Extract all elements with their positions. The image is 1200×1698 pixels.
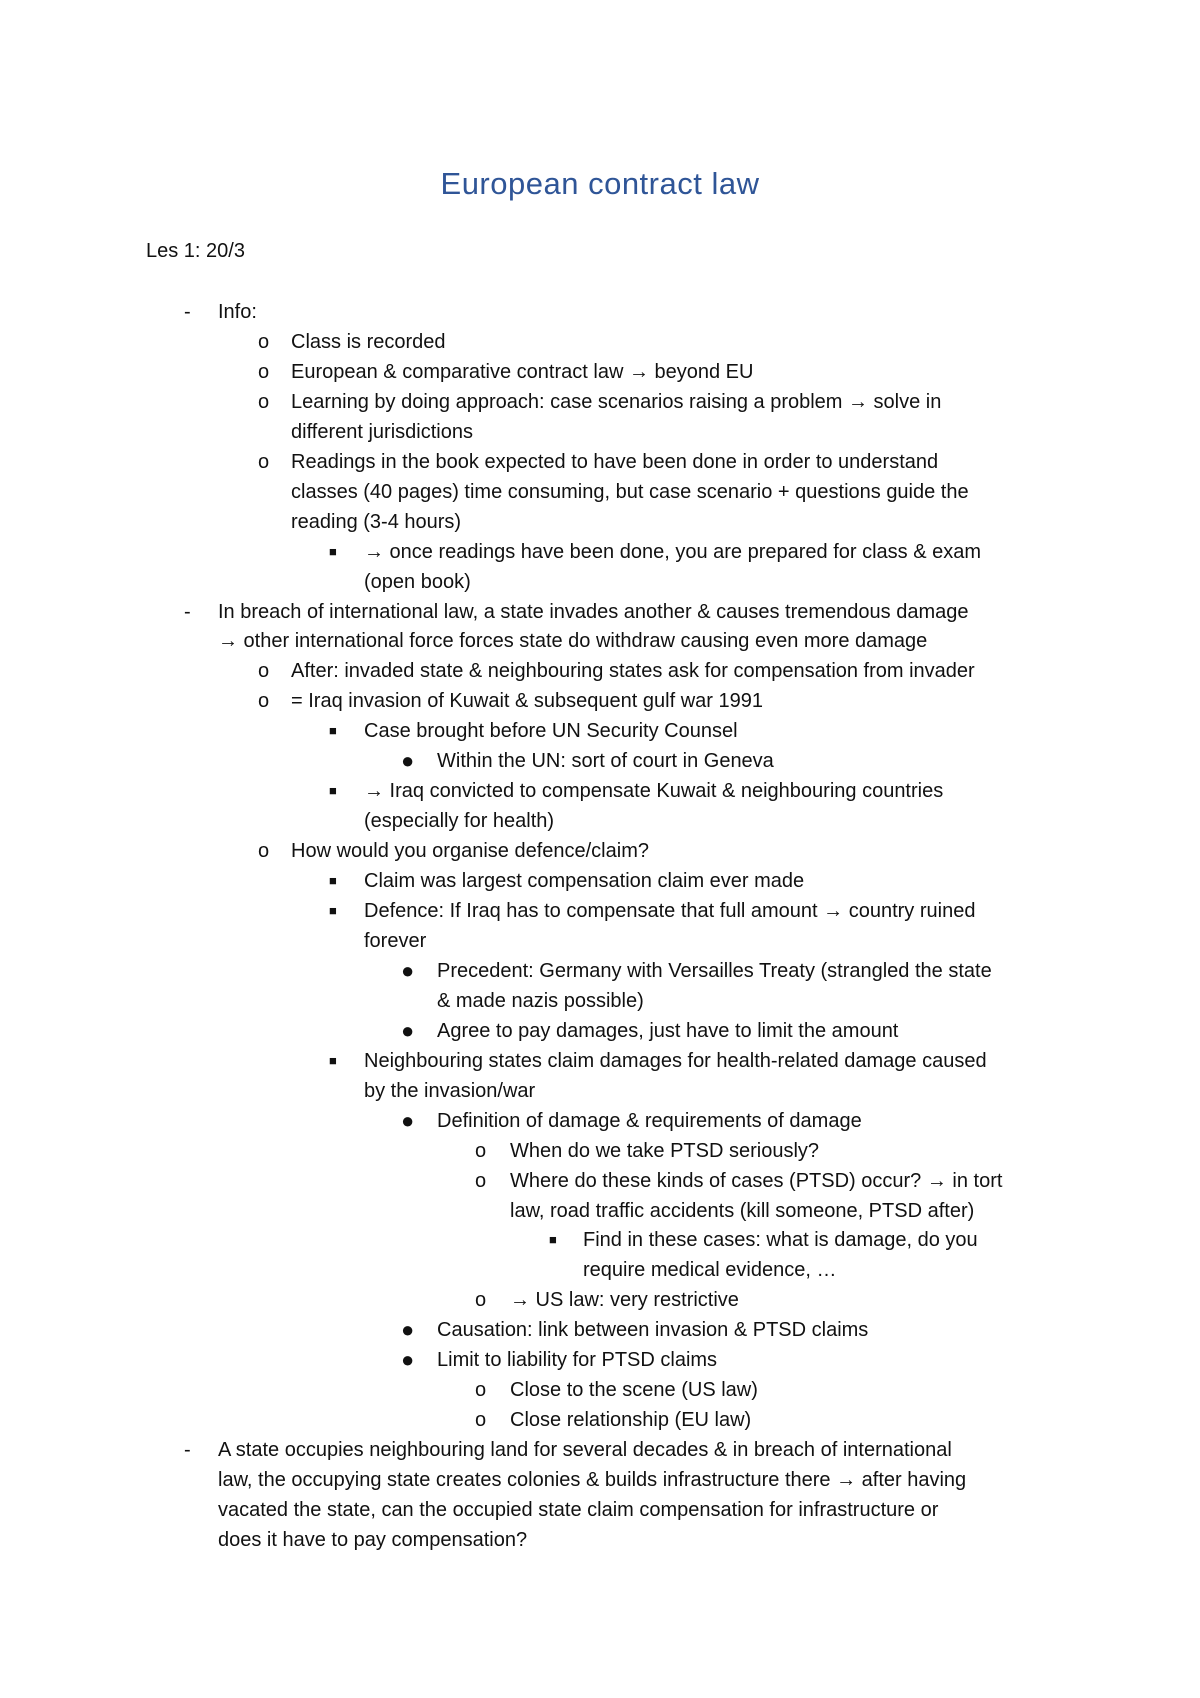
bullet-marker: o — [475, 1170, 487, 1192]
note-line: different jurisdictions — [291, 421, 473, 443]
bullet-marker: ● — [401, 958, 415, 983]
note-line: Limit to liability for PTSD claims — [437, 1349, 718, 1371]
note-line: After: invaded state & neighbouring states ask for compensation from invader — [291, 660, 975, 682]
note-line: forever — [364, 930, 427, 952]
bullet-marker: ● — [401, 1347, 415, 1372]
note-line: does it have to pay compensation? — [218, 1529, 528, 1551]
note-line: Where do these kinds of cases (PTSD) occur? → in tort — [510, 1170, 1003, 1192]
bullet-marker: ● — [401, 1018, 415, 1043]
bullet-marker: o — [475, 1140, 487, 1162]
note-line: How would you organise defence/claim? — [291, 840, 649, 862]
note-line: vacated the state, can the occupied state claim compensation for infrastructure or — [218, 1499, 939, 1521]
note-line: When do we take PTSD seriously? — [510, 1140, 820, 1162]
bullet-marker: o — [258, 391, 270, 413]
note-line: A state occupies neighbouring land for several decades & in breach of international — [218, 1439, 952, 1461]
bullet-marker: ■ — [329, 873, 337, 888]
note-line: Agree to pay damages, just have to limit the amount — [437, 1020, 899, 1042]
note-line: Info: — [218, 301, 257, 323]
note-line: require medical evidence, … — [583, 1259, 837, 1281]
note-line: Within the UN: sort of court in Geneva — [437, 750, 774, 772]
note-line: → other international force forces state do withdraw causing even more damage — [218, 630, 928, 652]
note-line: → once readings have been done, you are prepared for class & exam — [364, 541, 982, 563]
note-line: Find in these cases: what is damage, do you — [583, 1229, 978, 1251]
note-line: Definition of damage & requirements of damage — [437, 1110, 862, 1132]
note-line: Neighbouring states claim damages for health-related damage caused — [364, 1050, 987, 1072]
bullet-marker: - — [184, 1439, 191, 1461]
bullet-marker: o — [475, 1409, 487, 1431]
bullet-marker: ■ — [549, 1232, 557, 1247]
bullet-marker: o — [258, 690, 270, 712]
note-line: Learning by doing approach: case scenarios raising a problem → solve in — [291, 391, 942, 413]
bullet-marker: o — [475, 1379, 487, 1401]
bullet-marker: ● — [401, 1317, 415, 1342]
note-line: (open book) — [364, 571, 471, 593]
note-line: European & comparative contract law → beyond EU — [291, 361, 754, 383]
note-line: → US law: very restrictive — [510, 1289, 739, 1311]
bullet-marker: o — [475, 1289, 487, 1311]
note-line: = Iraq invasion of Kuwait & subsequent gulf war 1991 — [291, 690, 763, 712]
note-line: In breach of international law, a state invades another & causes tremendous damage — [218, 601, 969, 623]
note-line: law, road traffic accidents (kill someone, PTSD after) — [510, 1200, 975, 1222]
bullet-marker: o — [258, 331, 270, 353]
document-title: European contract law — [440, 166, 760, 201]
note-line: Defence: If Iraq has to compensate that full amount → country ruined — [364, 900, 976, 922]
note-line: Class is recorded — [291, 331, 446, 353]
bullet-marker: o — [258, 840, 270, 862]
bullet-marker: ■ — [329, 783, 337, 798]
bullet-marker: ● — [401, 1108, 415, 1133]
note-line: Claim was largest compensation claim ever made — [364, 870, 805, 892]
note-line: reading (3-4 hours) — [291, 511, 462, 533]
bullet-marker: - — [184, 301, 191, 323]
bullet-marker: - — [184, 601, 191, 623]
bullet-marker: o — [258, 361, 270, 383]
bullet-marker: ■ — [329, 723, 337, 738]
note-line: Close to the scene (US law) — [510, 1379, 758, 1401]
note-line: Causation: link between invasion & PTSD claims — [437, 1319, 869, 1341]
note-line: & made nazis possible) — [437, 990, 644, 1012]
note-line: law, the occupying state creates colonies & builds infrastructure there → after having — [218, 1469, 967, 1491]
bullet-marker: ■ — [329, 1053, 337, 1068]
note-line: (especially for health) — [364, 810, 555, 832]
bullet-marker: ■ — [329, 903, 337, 918]
note-line: by the invasion/war — [364, 1080, 536, 1102]
lesson-heading: Les 1: 20/3 — [146, 240, 245, 262]
note-line: Readings in the book expected to have been done in order to understand — [291, 451, 939, 473]
note-line: Close relationship (EU law) — [510, 1409, 752, 1431]
bullet-marker: o — [258, 660, 270, 682]
bullet-marker: ■ — [329, 544, 337, 559]
note-line: Precedent: Germany with Versailles Treaty (strangled the state — [437, 960, 992, 982]
bullet-marker: o — [258, 451, 270, 473]
note-line: Case brought before UN Security Counsel — [364, 720, 738, 742]
bullet-marker: ● — [401, 748, 415, 773]
note-line: classes (40 pages) time consuming, but case scenario + questions guide the — [291, 481, 969, 503]
note-line: → Iraq convicted to compensate Kuwait & neighbouring countries — [364, 780, 944, 802]
